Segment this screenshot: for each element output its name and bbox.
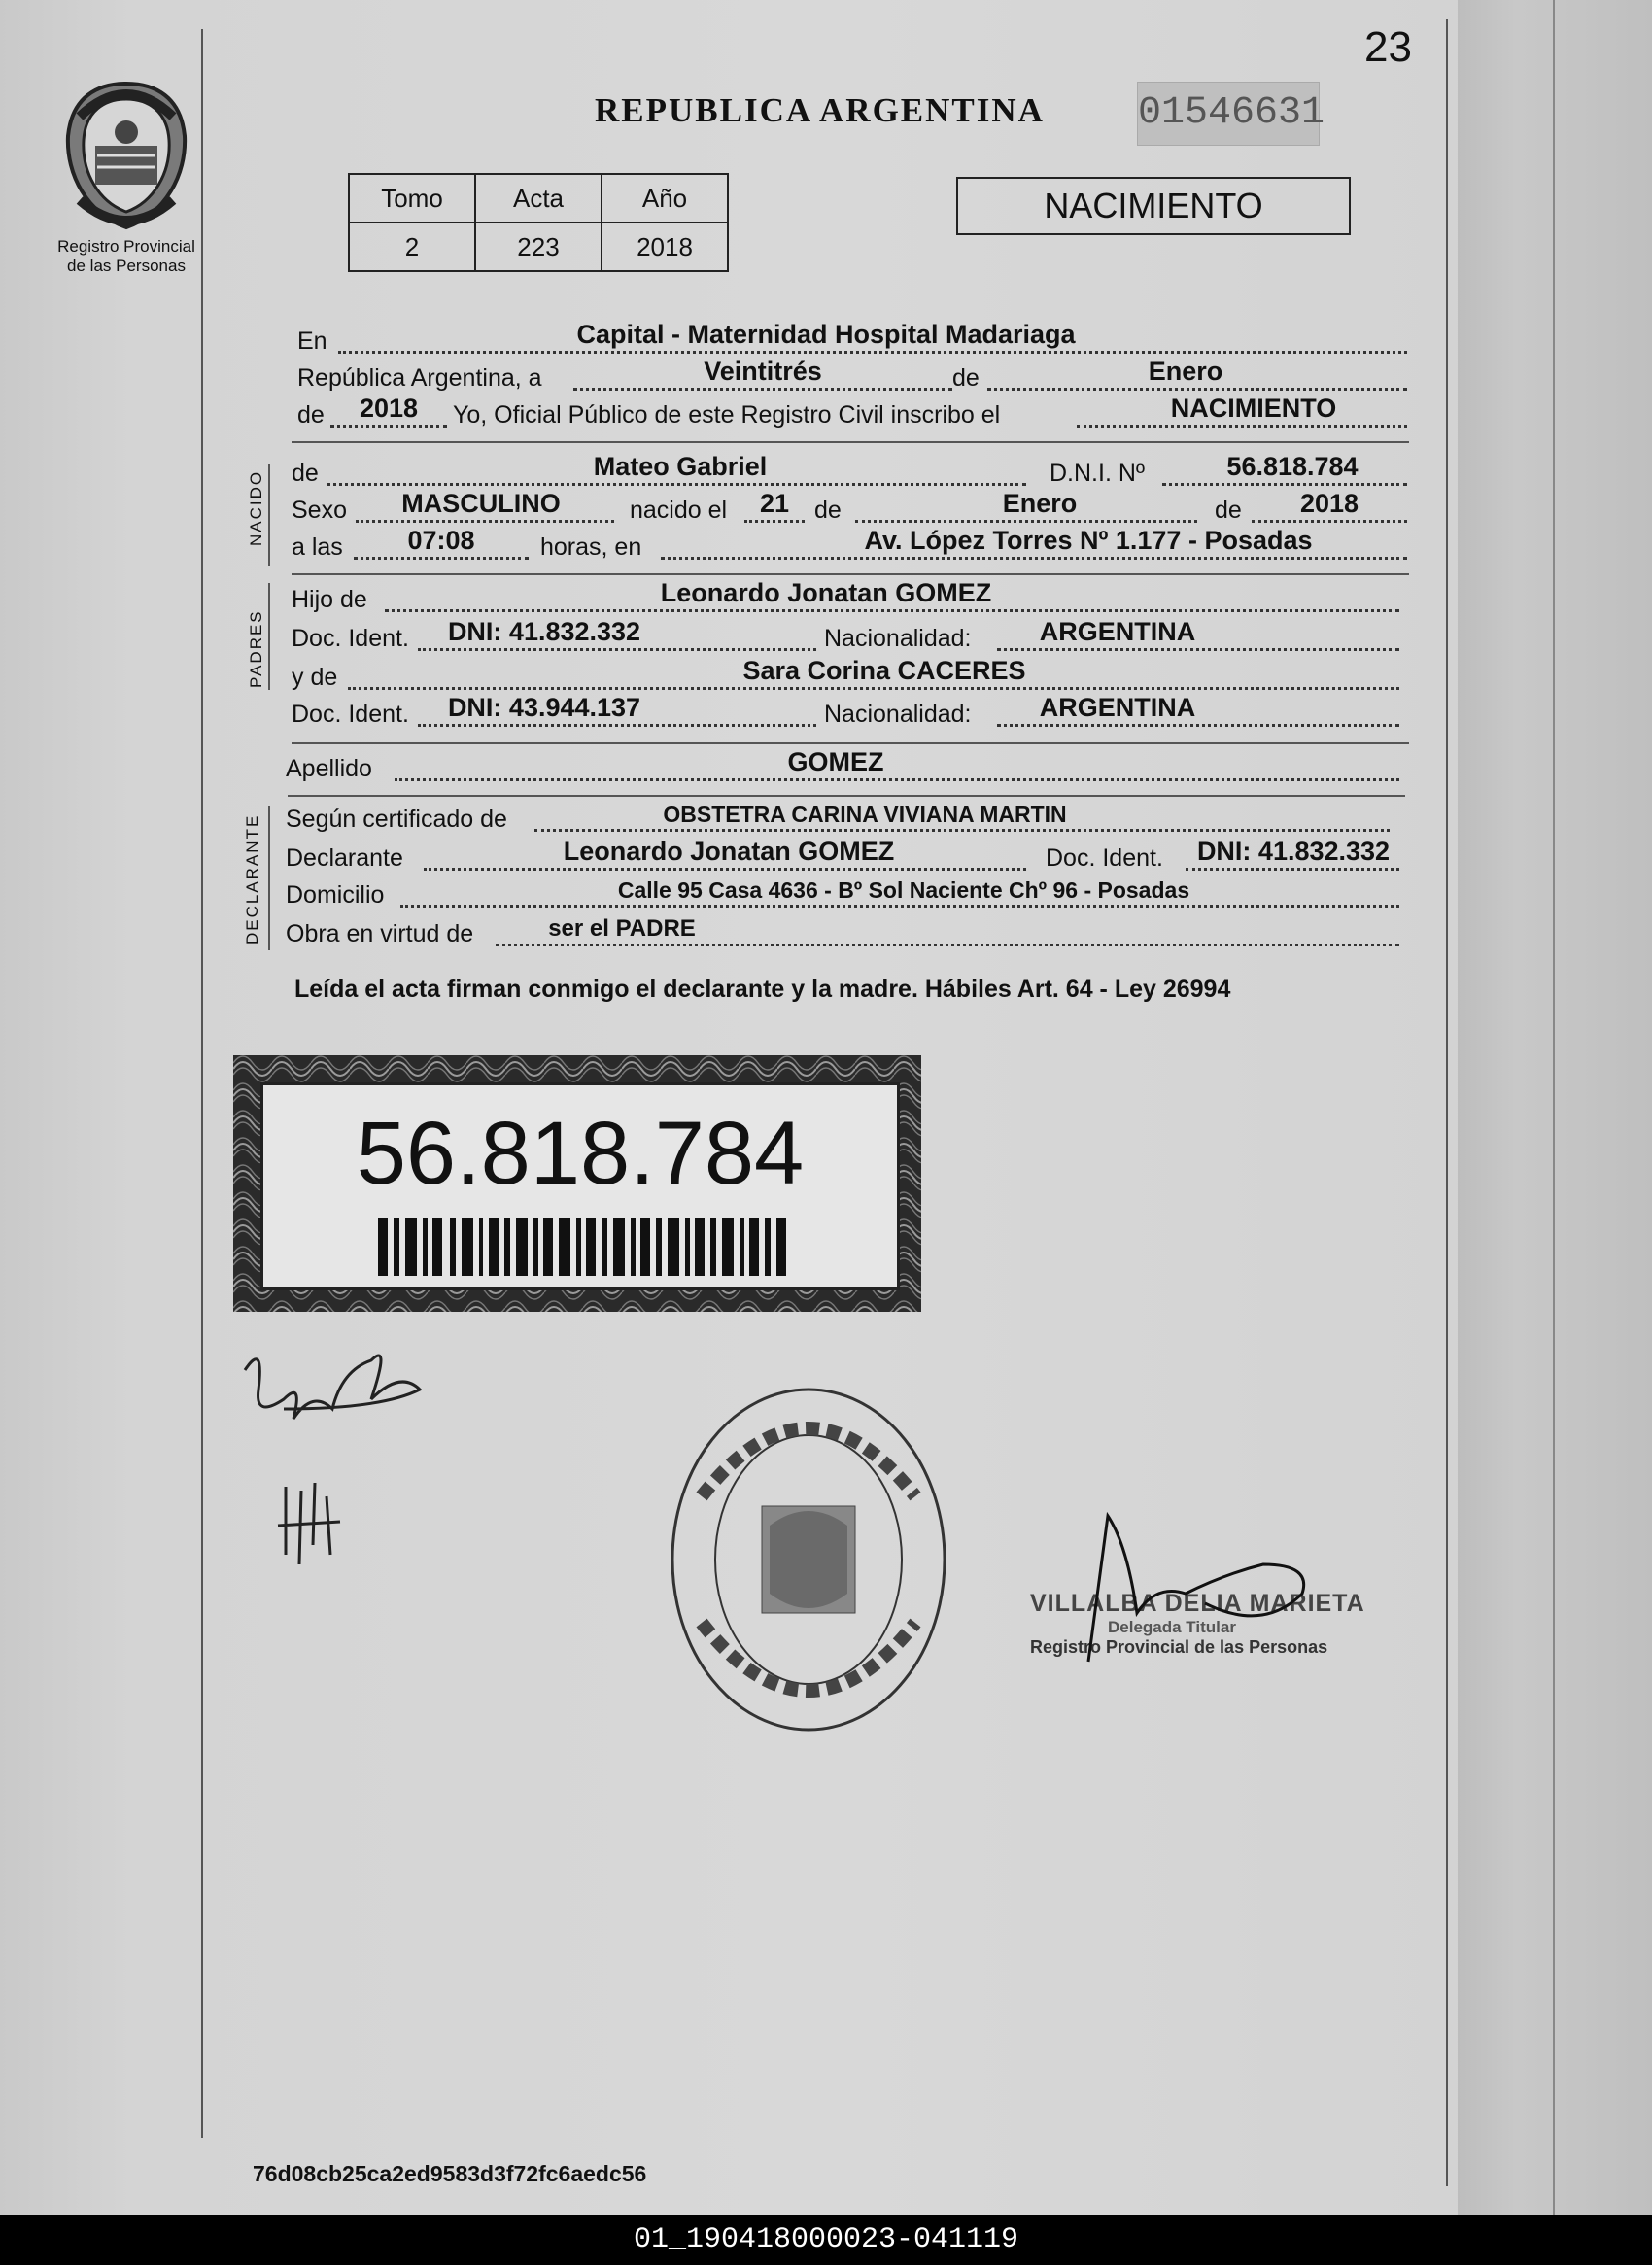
value-time: 07:08 [407, 526, 475, 555]
logo-caption [39, 237, 214, 276]
value-certificado: OBSTETRA CARINA VIVIANA MARTIN [663, 802, 1067, 827]
value-mother-doc: DNI: 43.944.137 [447, 693, 641, 722]
row-time-place [292, 526, 1409, 564]
label-de-year: de [297, 401, 325, 429]
registry-seal-icon [663, 1380, 954, 1739]
value-father-doc: DNI: 41.832.332 [447, 617, 641, 646]
value-child-dni: 56.818.784 [1226, 452, 1359, 481]
logo-caption-line1: Registro Provincial [57, 237, 195, 256]
value-sexo: MASCULINO [401, 489, 561, 518]
label-domicilio: Domicilio [286, 881, 385, 909]
value-obra: ser el PADRE [548, 915, 696, 942]
header-ano: Año [602, 174, 728, 223]
label-a-las: a las [292, 533, 343, 561]
label-mother-doc: Doc. Ident. [292, 701, 409, 728]
label-father-doc: Doc. Ident. [292, 625, 409, 652]
row-year [292, 394, 1409, 431]
row-obra [286, 915, 1409, 950]
serial-number: 01546631 [1137, 82, 1320, 146]
page-number: 23 [1364, 23, 1412, 71]
section-label-declarante: DECLARANTE [243, 813, 261, 944]
label-de: de [952, 364, 980, 392]
signature-official-icon [1030, 1506, 1341, 1671]
value-event: NACIMIENTO [1170, 394, 1337, 423]
record-type-box: NACIMIENTO [956, 177, 1351, 235]
label-hijo-de: Hijo de [292, 586, 367, 613]
right-margin-line [1446, 19, 1448, 2186]
value-birth-day: 21 [759, 489, 790, 518]
value-birth-month: Enero [1002, 489, 1078, 518]
value-day: Veintitrés [704, 357, 822, 386]
label-father-nationality: Nacionalidad: [824, 625, 972, 652]
row-mother [292, 656, 1409, 694]
label-y-de: y de [292, 664, 338, 691]
page-fold-line [1553, 0, 1555, 2215]
dni-sticker-inner [260, 1082, 900, 1290]
closing-note: Leída el acta firman conmigo el declarante y la madre. Hábiles Art. 64 - Ley 26994 [294, 976, 1231, 1003]
row-father-doc [292, 617, 1409, 655]
value-birth-year: 2018 [1299, 489, 1359, 518]
left-margin-line [201, 29, 203, 2138]
value-ano: 2018 [602, 223, 728, 271]
logo-caption-line2: de las Personas [67, 257, 186, 275]
value-birth-address: Av. López Torres Nº 1.177 - Posadas [864, 526, 1313, 555]
value-child-name: Mateo Gabriel [593, 452, 768, 481]
row-domicilio [286, 877, 1409, 911]
provincial-coat-of-arms-icon [58, 78, 194, 233]
record-table [348, 173, 729, 272]
record-table-values [349, 223, 728, 271]
value-acta: 223 [475, 223, 602, 271]
row-apellido [286, 747, 1409, 785]
label-apellido: Apellido [286, 755, 372, 782]
label-sexo: Sexo [292, 497, 347, 524]
section-label-padres: PADRES [247, 609, 265, 688]
record-table-header [349, 174, 728, 223]
official-office: Registro Provincial de las Personas [1030, 1637, 1328, 1657]
label-yo: Yo, Oficial Público de este Registro Civil inscribo el [453, 401, 1001, 429]
value-apellido: GOMEZ [787, 747, 884, 776]
header-acta: Acta [475, 174, 602, 223]
signature-mother-icon [272, 1477, 369, 1574]
official-name: VILLALBA DELIA MARIETA [1030, 1590, 1365, 1617]
value-mother-nationality: ARGENTINA [1039, 693, 1196, 722]
document-hash: 76d08cb25ca2ed9583d3f72fc6aedc56 [253, 2161, 647, 2186]
label-en: En [297, 327, 327, 355]
label-de-birth-year: de [1215, 497, 1242, 524]
label-declarante: Declarante [286, 844, 403, 872]
document-title: REPUBLICA ARGENTINA [595, 91, 1045, 129]
label-mother-nationality: Nacionalidad: [824, 701, 972, 728]
footer-id: 01_190418000023-041119 [0, 2215, 1652, 2265]
dni-sticker [233, 1055, 921, 1312]
label-declarante-doc: Doc. Ident. [1046, 844, 1163, 872]
signature-declarante-icon [225, 1331, 439, 1448]
value-mother-name: Sara Corina CACERES [742, 656, 1026, 685]
row-date [292, 357, 1409, 395]
label-certificado: Según certificado de [286, 806, 507, 833]
value-year: 2018 [359, 394, 419, 423]
value-place: Capital - Maternidad Hospital Madariaga [576, 320, 1076, 349]
header-tomo: Tomo [349, 174, 475, 223]
value-tomo: 2 [349, 223, 475, 271]
row-mother-doc [292, 693, 1409, 731]
row-father [292, 578, 1409, 616]
label-horas-en: horas, en [540, 533, 642, 561]
label-de-name: de [292, 460, 319, 487]
label-republica: República Argentina, a [297, 364, 542, 392]
label-dni: D.N.I. Nº [1050, 460, 1146, 487]
value-declarante: Leonardo Jonatan GOMEZ [563, 837, 895, 866]
row-declarante [286, 837, 1409, 875]
section-label-nacido: NACIDO [247, 469, 265, 546]
dni-sticker-number: 56.818.784 [356, 1104, 805, 1203]
value-domicilio: Calle 95 Casa 4636 - Bº Sol Naciente Chº 96 - Posadas [617, 877, 1190, 903]
row-place [292, 320, 1409, 358]
label-obra: Obra en virtud de [286, 920, 474, 947]
value-month: Enero [1148, 357, 1223, 386]
page-edge [1458, 0, 1652, 2215]
value-father-nationality: ARGENTINA [1039, 617, 1196, 646]
value-father-name: Leonardo Jonatan GOMEZ [660, 578, 992, 607]
label-nacido-el: nacido el [630, 497, 728, 524]
official-role: Delegada Titular [1108, 1618, 1236, 1636]
row-child-name [292, 452, 1409, 490]
value-declarante-doc: DNI: 41.832.332 [1196, 837, 1391, 866]
label-de-birth-month: de [814, 497, 842, 524]
row-sex-birth [292, 489, 1409, 527]
barcode-icon [378, 1218, 786, 1276]
row-certificado [286, 802, 1409, 836]
